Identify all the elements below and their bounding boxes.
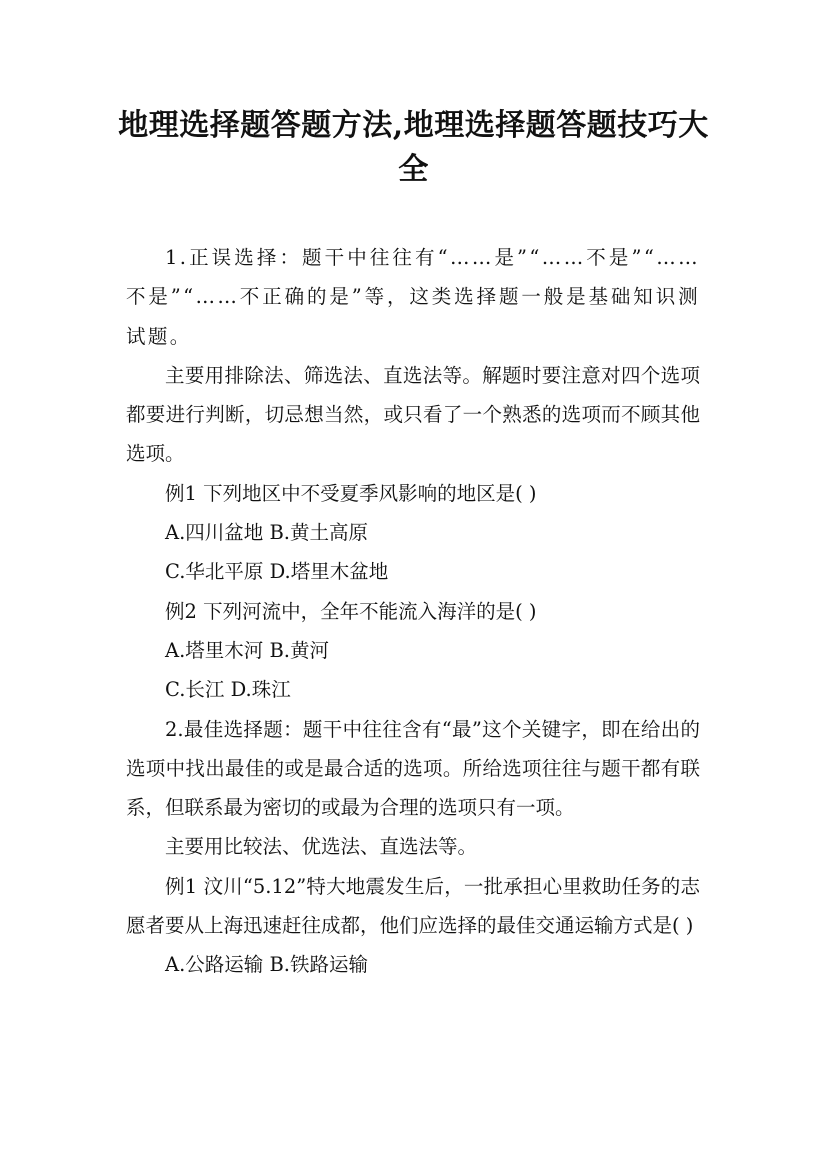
paragraph-example-3-options-ab: A.公路运输 B.铁路运输: [165, 953, 369, 977]
paragraph-best-choice: 2.最佳选择题：题干中往往含有“最”这个关键字，即在给出的选项中找出最佳的或是最合适的选项。所给选项往往与题干都有联系，但联系最为密切的或最为合理的选项只有一项。: [126, 717, 700, 820]
paragraph-example-3-question: 例1 汶川“5.12”特大地震发生后，一批承担心里救助任务的志愿者要从上海迅速赶往成都，他们应选择的最佳交通运输方式是( ): [126, 874, 700, 938]
paragraph-example-2-options-cd: C.长江 D.珠江: [165, 678, 291, 702]
document-title: 地理选择题答题方法,地理选择题答题技巧大全: [118, 108, 709, 187]
document-body: [126, 238, 700, 985]
paragraph-methods-2: 主要用比较法、优选法、直选法等。: [165, 835, 478, 859]
paragraph-example-1-options-cd: C.华北平原 D.塔里木盆地: [165, 560, 389, 584]
paragraph-example-2-question: 例2 下列河流中，全年不能流入海洋的是( ): [165, 599, 537, 623]
paragraph-example-1-question: 例1 下列地区中不受夏季风影响的地区是( ): [165, 481, 537, 505]
paragraph-true-false-choice: 1.正误选择：题干中往往有“……是”“……不是”“……不是”“……不正确的是”等，这类选择题一般是基础知识测试题。: [126, 246, 700, 348]
paragraph-example-1-options-ab: A.四川盆地 B.黄土高原: [165, 521, 369, 545]
paragraph-example-2-options-ab: A.塔里木河 B.黄河: [165, 638, 330, 662]
paragraph-methods-1: 主要用排除法、筛选法、直选法等。解题时要注意对四个选项都要进行判断，切忌想当然，或只看了一个熟悉的选项而不顾其他选项。: [126, 363, 700, 466]
